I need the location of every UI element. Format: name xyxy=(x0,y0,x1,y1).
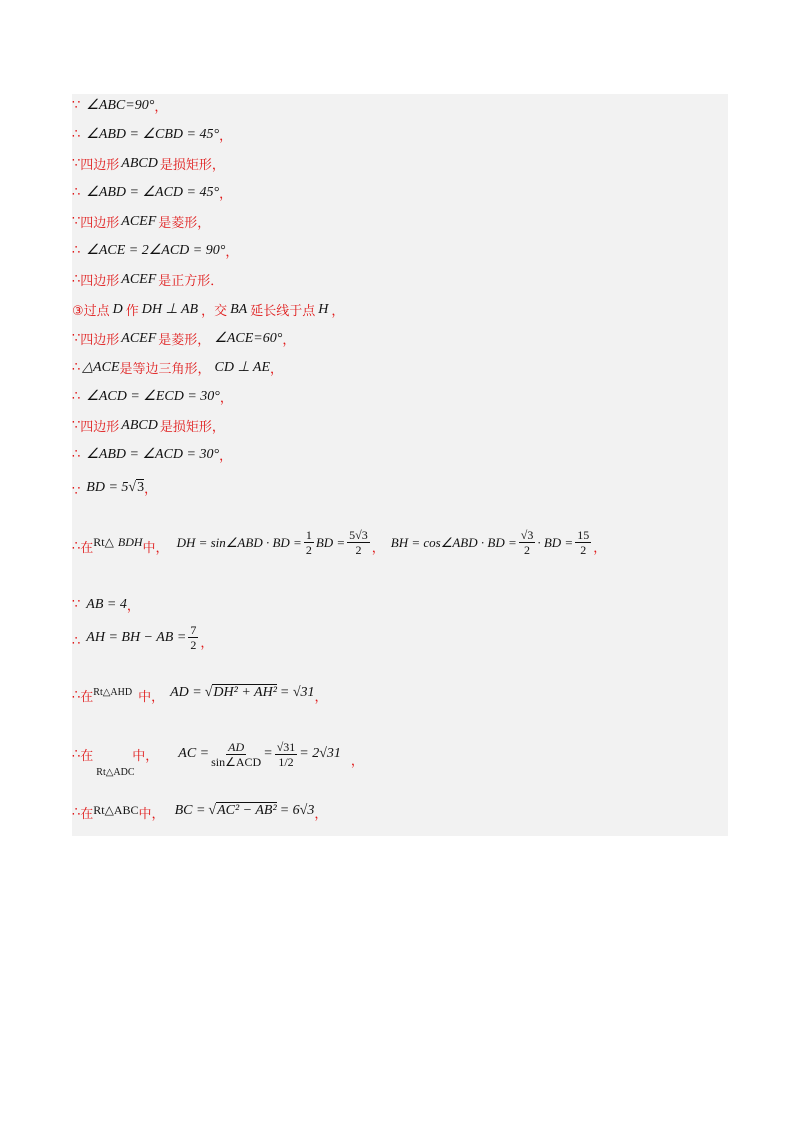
text: 在 xyxy=(80,690,94,705)
punctuation: ， xyxy=(154,100,168,115)
punctuation: ， xyxy=(371,541,385,556)
therefore-symbol: ∴ xyxy=(72,634,81,649)
math-expression: Rt△ADC xyxy=(96,766,135,778)
therefore-symbol: ∴ xyxy=(72,539,81,554)
math-expression: AC = xyxy=(178,746,210,761)
punctuation: ， xyxy=(225,245,239,260)
math-expression: BH = cos∠ABD · BD = xyxy=(390,534,517,550)
numerator: 5√3 xyxy=(349,528,368,542)
math-expression: ∠ACE=60° xyxy=(214,331,283,346)
numerator: √3 xyxy=(520,528,534,542)
math-expression: ACEF xyxy=(121,213,157,229)
because-symbol: ∵ xyxy=(72,597,81,612)
therefore-symbol: ∴ xyxy=(72,389,81,404)
line-20 xyxy=(72,799,327,822)
punctuation: ， xyxy=(270,362,284,377)
denominator: 2 xyxy=(305,543,312,557)
text: 延长线于点 xyxy=(250,304,316,319)
text: 中， xyxy=(142,541,169,556)
math-expression: BA xyxy=(230,301,248,317)
line-3 xyxy=(72,154,225,173)
math-expression: ∠ABD = ∠ACD = 30° xyxy=(86,447,220,462)
denominator: sin∠ACD xyxy=(211,754,262,769)
math-expression: ∠ABC=90° xyxy=(86,98,155,113)
text: 在 xyxy=(80,807,94,822)
math-expression: BD = 5 xyxy=(86,479,129,495)
text: 是正方形． xyxy=(158,274,224,289)
punctuation: ， xyxy=(593,541,607,556)
therefore-symbol: ∴ xyxy=(72,746,81,762)
math-expression: H xyxy=(318,301,329,317)
numerator: 7 xyxy=(190,623,197,637)
therefore-symbol: ∴ xyxy=(72,688,81,703)
fraction xyxy=(519,528,536,557)
text: 在 xyxy=(80,541,94,556)
line-7 xyxy=(72,270,223,289)
punctuation: ， xyxy=(219,187,233,202)
fraction xyxy=(304,528,314,557)
because-symbol: ∵ xyxy=(72,331,81,346)
text: 中， xyxy=(138,690,165,705)
radicand: AC² − AB² xyxy=(217,803,277,818)
line-1 xyxy=(72,96,167,115)
punctuation: ， xyxy=(314,807,328,822)
math-expression: Rt△AHD xyxy=(93,687,133,698)
math-expression: AD = xyxy=(170,684,202,700)
therefore-symbol: ∴ xyxy=(72,447,81,462)
denominator: 2 xyxy=(580,543,587,557)
math-expression: DH ⊥ AB xyxy=(141,302,199,317)
fraction xyxy=(347,528,370,557)
text: 是损矩形， xyxy=(159,420,225,435)
punctuation: ， xyxy=(126,599,140,614)
radicand: DH² + AH² xyxy=(213,685,277,700)
line-19 xyxy=(72,726,364,782)
line-13 xyxy=(72,445,232,464)
text: ③过点 xyxy=(72,304,110,319)
text: 中， xyxy=(138,807,165,822)
math-expression: Rt△ xyxy=(93,535,114,549)
line-11 xyxy=(72,387,233,406)
math-expression: = √31 xyxy=(279,684,315,700)
line-17 xyxy=(72,623,213,652)
text: 是等边三角形， xyxy=(119,362,211,377)
math-expression: Rt△ABC xyxy=(93,803,139,817)
line-6 xyxy=(72,241,238,260)
fraction xyxy=(211,740,261,769)
therefore-symbol: ∴ xyxy=(72,127,81,142)
math-expression: · BD = xyxy=(537,534,574,550)
because-symbol: ∵ xyxy=(72,98,81,113)
math-expression: = 6√3 xyxy=(279,802,315,818)
punctuation: ， xyxy=(219,391,233,406)
math-expression: ∠ACD = ∠ECD = 30° xyxy=(86,389,220,404)
text: 四边形 xyxy=(80,216,120,231)
sqrt-sign: √ xyxy=(128,479,137,495)
punctuation: ， xyxy=(350,753,364,769)
therefore-symbol: ∴ xyxy=(72,272,81,287)
math-expression: = xyxy=(263,746,273,761)
line-2 xyxy=(72,125,232,144)
line-8 xyxy=(72,300,344,319)
punctuation: ， xyxy=(219,129,233,144)
line-9 xyxy=(72,329,295,348)
text: 四边形 xyxy=(80,158,120,173)
denominator: 2 xyxy=(355,543,362,557)
math-expression: △ACE xyxy=(82,360,120,375)
radicand: 3 xyxy=(137,480,145,495)
math-expression: = 2√31 xyxy=(299,746,341,761)
math-expression: D xyxy=(112,301,123,317)
line-10 xyxy=(72,358,283,377)
because-symbol: ∵ xyxy=(72,418,81,433)
text: 中， xyxy=(132,748,159,764)
math-expression: AB = 4 xyxy=(86,596,127,612)
text: 四边形 xyxy=(80,274,120,289)
punctuation: ， xyxy=(144,482,158,497)
therefore-symbol: ∴ xyxy=(72,243,81,258)
denominator: 2 xyxy=(524,543,531,557)
math-expression: ABCD xyxy=(121,155,158,171)
line-14 xyxy=(72,476,157,499)
math-expression: ABCD xyxy=(121,417,158,433)
numerator: 1 xyxy=(305,528,312,542)
numerator: √31 xyxy=(276,739,296,754)
numerator: AD xyxy=(228,739,245,754)
math-expression: CD ⊥ AE xyxy=(214,360,271,375)
line-18 xyxy=(72,680,328,705)
therefore-symbol: ∴ xyxy=(72,185,81,200)
text: 是损矩形， xyxy=(159,158,225,173)
because-symbol: ∵ xyxy=(72,484,81,499)
line-12 xyxy=(72,416,225,435)
line-4 xyxy=(72,183,232,202)
punctuation: ， xyxy=(219,449,233,464)
text: 作 xyxy=(125,304,139,319)
math-expression: BC = xyxy=(174,802,206,818)
math-expression: ACEF xyxy=(121,330,157,346)
sqrt-sign: √ xyxy=(208,802,217,818)
math-expression: BDH xyxy=(117,535,143,549)
punctuation: ， xyxy=(331,304,345,319)
fraction xyxy=(275,740,298,769)
math-expression: DH = sin∠ABD · BD = xyxy=(176,534,302,550)
sqrt-sign: √ xyxy=(204,684,213,700)
solution-panel xyxy=(72,94,728,836)
line-5 xyxy=(72,212,210,231)
text: ，交 xyxy=(201,304,228,319)
fraction xyxy=(575,528,591,557)
text: 是菱形， xyxy=(158,333,211,348)
line-16 xyxy=(72,595,140,614)
punctuation: ， xyxy=(314,690,328,705)
math-expression: BD = xyxy=(315,534,346,550)
punctuation: ， xyxy=(282,333,296,348)
math-expression: ∠ACE = 2∠ACD = 90° xyxy=(86,243,226,258)
line-15 xyxy=(72,528,606,557)
math-expression: ACEF xyxy=(121,271,157,287)
therefore-symbol: ∴ xyxy=(72,360,81,375)
fraction xyxy=(188,623,198,652)
therefore-symbol: ∴ xyxy=(72,805,81,820)
denominator: 2 xyxy=(190,638,197,652)
punctuation: ， xyxy=(200,636,214,651)
text: 是菱形， xyxy=(158,216,211,231)
denominator: 1/2 xyxy=(278,754,294,769)
math-expression: AH = BH − AB = xyxy=(86,629,187,645)
rt-adc-label-group xyxy=(80,745,164,778)
because-symbol: ∵ xyxy=(72,156,81,171)
text: 四边形 xyxy=(80,333,120,348)
text: 在 xyxy=(80,748,94,764)
math-expression: ∠ABD = ∠ACD = 45° xyxy=(86,185,220,200)
math-expression: ∠ABD = ∠CBD = 45° xyxy=(86,127,220,142)
because-symbol: ∵ xyxy=(72,214,81,229)
numerator: 15 xyxy=(577,528,590,542)
text: 四边形 xyxy=(80,420,120,435)
